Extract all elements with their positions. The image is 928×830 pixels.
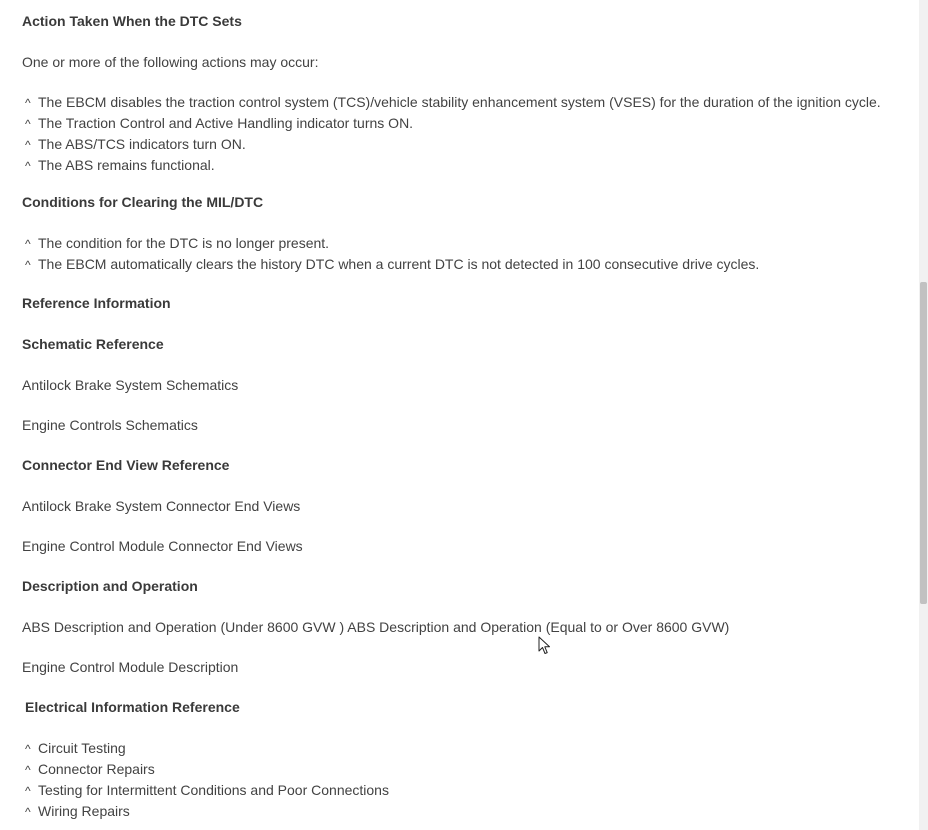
caret-bullet-icon: ^ <box>25 805 31 819</box>
caret-bullet-icon: ^ <box>25 96 31 110</box>
list-item[interactable]: ^ Connector Repairs <box>22 759 389 780</box>
clearing-conditions-heading: Conditions for Clearing the MIL/DTC <box>22 194 264 210</box>
scrollbar-thumb[interactable] <box>920 282 927 604</box>
connector-reference-heading: Connector End View Reference <box>22 457 230 473</box>
list-item[interactable]: ^ Testing for Intermittent Conditions and Poor Connections <box>22 780 389 801</box>
caret-bullet-icon: ^ <box>25 237 31 251</box>
caret-bullet-icon: ^ <box>25 763 31 777</box>
electrical-bullet-list <box>22 738 389 822</box>
caret-bullet-icon: ^ <box>25 742 31 756</box>
list-item[interactable]: ^ Circuit Testing <box>22 738 389 759</box>
action-taken-heading: Action Taken When the DTC Sets <box>22 13 242 29</box>
list-item: ^ The ABS/TCS indicators turn ON. <box>22 134 881 155</box>
list-item: ^ The EBCM disables the traction control system (TCS)/vehicle stability enhancement system (VSES) for the duration of the ignition cycle. <box>22 92 881 113</box>
reference-information-heading: Reference Information <box>22 295 171 311</box>
list-item: ^ The ABS remains functional. <box>22 155 881 176</box>
ecm-connector-views-link[interactable]: Engine Control Module Connector End Views <box>22 538 303 554</box>
caret-bullet-icon: ^ <box>25 258 31 272</box>
action-intro-text: One or more of the following actions may occur: <box>22 54 319 70</box>
mouse-pointer-icon <box>538 636 552 656</box>
list-item: ^ The Traction Control and Active Handling indicator turns ON. <box>22 113 881 134</box>
clearing-bullet-list <box>22 233 759 275</box>
vertical-scrollbar[interactable] <box>919 0 928 830</box>
description-operation-heading: Description and Operation <box>22 578 198 594</box>
list-item[interactable]: ^ Wiring Repairs <box>22 801 389 822</box>
action-bullet-list <box>22 92 881 176</box>
abs-description-link[interactable]: ABS Description and Operation (Under 8600 GVW ) ABS Description and Operation (Equal to or Over 8600 GVW) <box>22 619 730 635</box>
abs-connector-views-link[interactable]: Antilock Brake System Connector End Views <box>22 498 301 514</box>
ecm-description-link[interactable]: Engine Control Module Description <box>22 659 239 675</box>
electrical-reference-heading: Electrical Information Reference <box>25 699 240 715</box>
caret-bullet-icon: ^ <box>25 159 31 173</box>
caret-bullet-icon: ^ <box>25 138 31 152</box>
abs-schematics-link[interactable]: Antilock Brake System Schematics <box>22 377 239 393</box>
list-item: ^ The EBCM automatically clears the history DTC when a current DTC is not detected in 100 consecutive drive cycles. <box>22 254 759 275</box>
schematic-reference-heading: Schematic Reference <box>22 336 164 352</box>
caret-bullet-icon: ^ <box>25 117 31 131</box>
list-item: ^ The condition for the DTC is no longer present. <box>22 233 759 254</box>
engine-schematics-link[interactable]: Engine Controls Schematics <box>22 417 198 433</box>
caret-bullet-icon: ^ <box>25 784 31 798</box>
